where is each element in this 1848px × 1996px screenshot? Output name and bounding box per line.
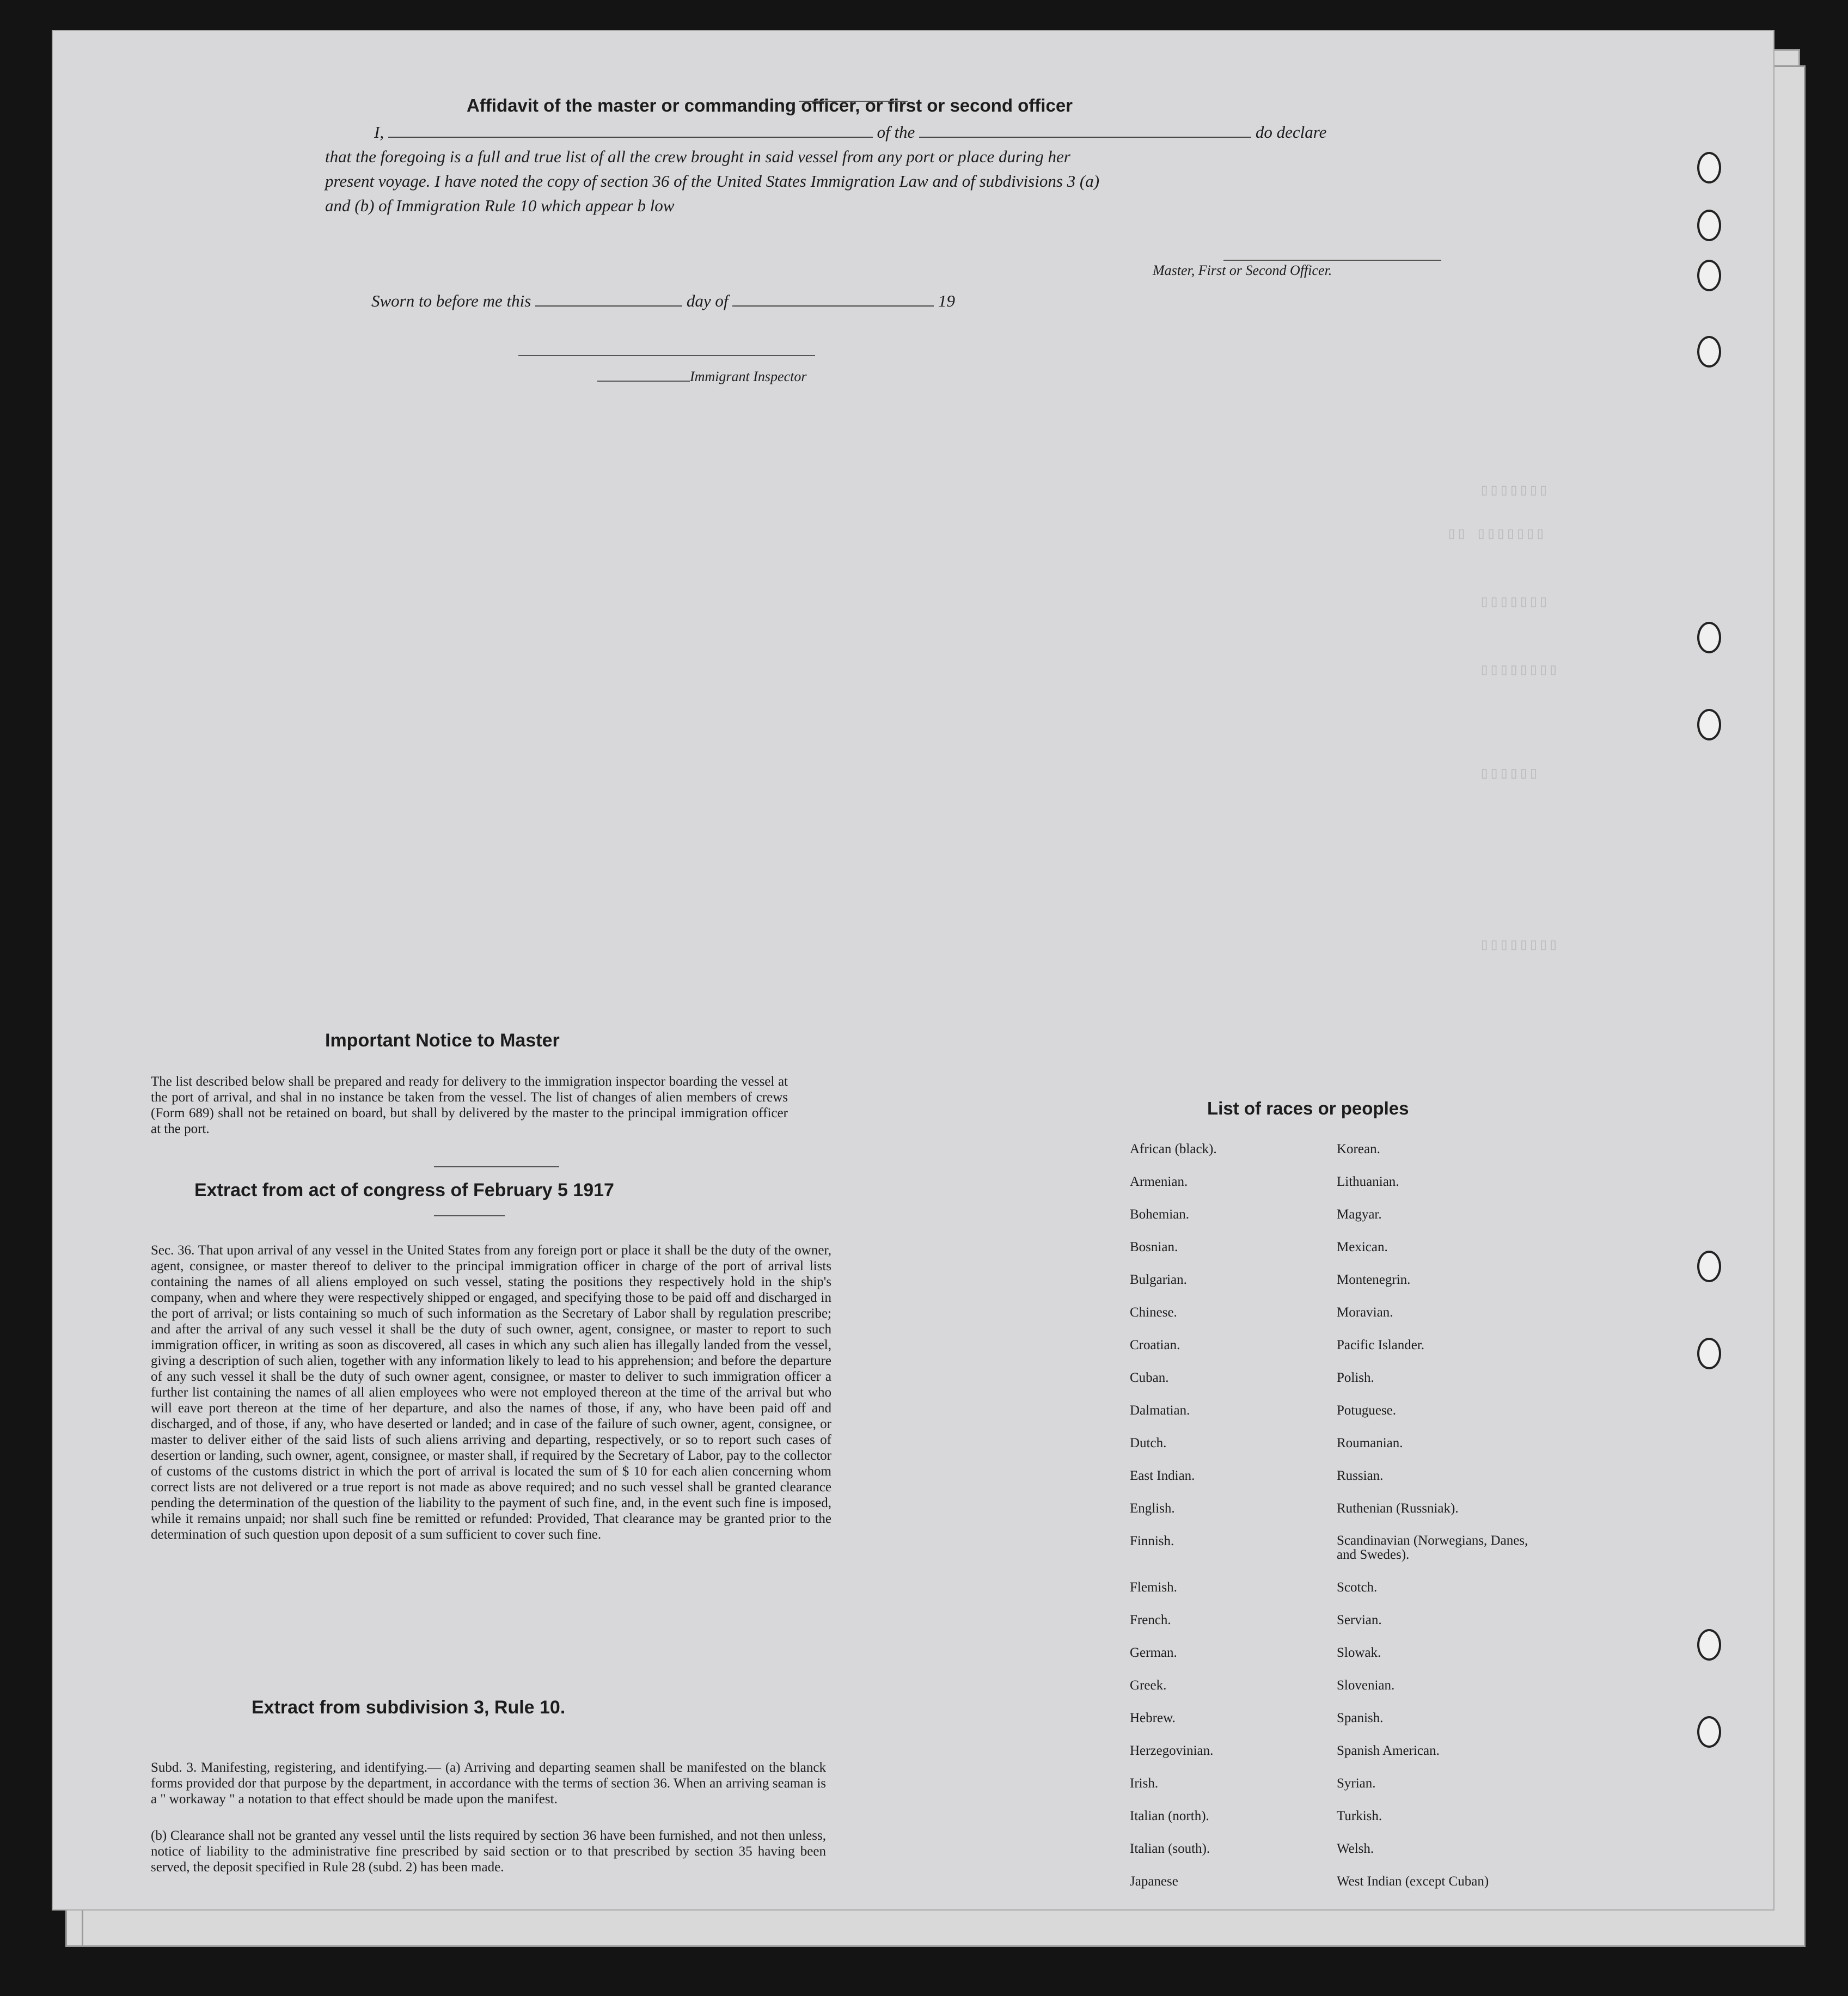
race-item: Polish.	[1337, 1370, 1374, 1385]
inspector-label: Immigrant Inspector	[690, 369, 807, 384]
signature-line[interactable]	[1223, 260, 1441, 261]
race-item: Greek.	[1130, 1678, 1167, 1693]
binder-hole	[1697, 210, 1721, 241]
race-item: Roumanian.	[1337, 1436, 1403, 1450]
binder-hole	[1697, 1338, 1721, 1369]
binder-hole	[1697, 152, 1721, 183]
race-item: Bulgarian.	[1130, 1272, 1187, 1287]
inspector-line-short	[597, 381, 690, 382]
race-item: Magyar.	[1337, 1207, 1382, 1222]
race-item: Flemish.	[1130, 1580, 1177, 1595]
race-item: Turkish.	[1337, 1809, 1382, 1823]
declarant-name-field[interactable]	[388, 137, 873, 138]
document-page	[52, 30, 1774, 1911]
race-item: Moravian.	[1337, 1305, 1393, 1320]
race-item: English.	[1130, 1501, 1175, 1516]
race-item: West Indian (except Cuban)	[1337, 1874, 1489, 1889]
race-item: Cuban.	[1130, 1370, 1169, 1385]
race-item: Spanish.	[1337, 1711, 1384, 1725]
title-underline	[799, 101, 908, 102]
race-item: Croatian.	[1130, 1338, 1180, 1352]
bleed-through: ▯▯▯▯▯▯▯	[1479, 593, 1549, 612]
signature-label: Master, First or Second Officer.	[1153, 262, 1332, 278]
race-item: Syrian.	[1337, 1776, 1376, 1791]
sworn-day-field[interactable]	[535, 305, 682, 307]
bleed-through: ▯▯▯▯▯▯▯	[1479, 482, 1549, 500]
race-item: Slovenian.	[1337, 1678, 1395, 1693]
race-item: Irish.	[1130, 1776, 1159, 1791]
race-item: Potuguese.	[1337, 1403, 1397, 1418]
binder-hole	[1697, 1251, 1721, 1282]
binder-hole	[1697, 622, 1721, 653]
race-item: Dutch.	[1130, 1436, 1167, 1450]
bleed-through: ▯▯▯▯▯▯	[1479, 765, 1539, 783]
vessel-label: of the	[877, 123, 915, 142]
race-item: Finnish.	[1130, 1534, 1174, 1548]
race-item: Herzegovinian.	[1130, 1743, 1214, 1758]
race-item: French.	[1130, 1613, 1171, 1627]
affidavit-body-line: and (b) of Immigration Rule 10 which appear b low	[325, 196, 675, 215]
race-item: Montenegrin.	[1337, 1272, 1411, 1287]
sworn-line	[371, 291, 955, 311]
bleed-through: ▯▯▯▯▯▯▯▯	[1479, 662, 1558, 680]
race-item: Welsh.	[1337, 1841, 1374, 1856]
sworn-label: Sworn to before me this	[371, 291, 531, 310]
race-item: Bohemian.	[1130, 1207, 1190, 1222]
affidavit-body-line: that the foregoing is a full and true list of all the crew brought in said vessel from any port or place during her	[325, 147, 1070, 166]
race-item: Scandinavian (Norwegians, Danes, and Swedes).	[1337, 1533, 1528, 1562]
inspector-signature-line[interactable]	[518, 355, 815, 356]
act-extract-title: Extract from act of congress of February 5 1917	[194, 1180, 614, 1201]
affidavit-body-line: present voyage. I have noted the copy of section 36 of the United States Immigration Law and of subdivisions 3 (a)	[325, 172, 1100, 191]
binder-hole	[1697, 336, 1721, 368]
notice-title: Important Notice to Master	[325, 1030, 560, 1051]
race-item: African (black).	[1130, 1142, 1217, 1156]
binder-hole	[1697, 260, 1721, 291]
vessel-name-field[interactable]	[919, 137, 1251, 138]
race-item: Japanese	[1130, 1874, 1178, 1889]
declare-label: do declare	[1255, 123, 1327, 142]
race-item: Lithuanian.	[1337, 1174, 1399, 1189]
race-item: Ruthenian (Russniak).	[1337, 1501, 1459, 1516]
race-item: Slowak.	[1337, 1645, 1381, 1660]
bleed-through: ▯▯▯▯▯▯▯▯	[1479, 936, 1558, 955]
rule-extract-text-a: Subd. 3. Manifesting, registering, and identifying.— (a) Arriving and departing seamen shall be manifested on the blanck forms provided dor that purpose by the department, in accordance with the terms of section 36. When an arriving seaman is a " workaway " a notation to that effect should be made upon the manifest.	[151, 1760, 826, 1807]
race-item: Korean.	[1337, 1142, 1380, 1156]
year-label: 19	[938, 291, 955, 310]
race-item: Hebrew.	[1130, 1711, 1176, 1725]
bleed-through: ▯▯ ▯▯▯▯▯▯▯	[1447, 525, 1545, 544]
race-item: Bosnian.	[1130, 1240, 1178, 1254]
rule-extract-title: Extract from subdivision 3, Rule 10.	[252, 1697, 566, 1718]
binder-hole	[1697, 1629, 1721, 1661]
race-item: Servian.	[1337, 1613, 1382, 1627]
race-item: Dalmatian.	[1130, 1403, 1190, 1418]
binder-hole	[1697, 1716, 1721, 1748]
race-item: Armenian.	[1130, 1174, 1188, 1189]
divider	[434, 1166, 559, 1167]
binder-hole	[1697, 709, 1721, 740]
affidavit-declaration-line	[374, 123, 1326, 142]
race-item: East Indian.	[1130, 1468, 1195, 1483]
divider	[434, 1215, 505, 1216]
races-title: List of races or peoples	[1207, 1098, 1409, 1118]
race-item: Mexican.	[1337, 1240, 1388, 1254]
affidavit-title: Affidavit of the master or commanding officer, or first or second officer	[467, 95, 1073, 115]
race-item: Russian.	[1337, 1468, 1384, 1483]
rule-extract-text-b: (b) Clearance shall not be granted any vessel until the lists required by section 36 have been furnished, and not then unless, notice of liability to the administrative fine prescribed by said section or to that prescribed by section 35 having been served, the deposit specified in Rule 28 (subd. 2) has been made.	[151, 1828, 826, 1875]
race-item: German.	[1130, 1645, 1177, 1660]
declarant-label: I,	[374, 123, 384, 142]
race-item: Italian (north).	[1130, 1809, 1209, 1823]
day-of-label: day of	[686, 291, 729, 310]
act-extract-text: Sec. 36. That upon arrival of any vessel in the United States from any foreign port or place it shall be the duty of the owner, agent, consignee, or master thereof to deliver to the principal immigration officer in charge of the port of arrival lists containing the names of all aliens employed on such vessel, stating the positions they respectively hold in the ship's company, when and where they were respectively shipped or engaged, and specifying those to be paid off and discharged in the port of arrival; or lists containing so much of such information as the Secretary of Labor shall by regulation prescribe; and after the arrival of any such vessel it shall be the duty of such owner, agent, consignee, or master to report to such immigration officer, in writing as soon as discovered, all cases in which any such alien has illegally landed from the vessel, giving a description of such alien, together with any information likely to lead to his apprehension; and before the departure of any such vessel it shall be the duty of such owner agent, consignee, or master to deliver to such immigration officer a further list containing the names of all alien employees who were not employed thereon at the time of the arrival but who will eave port thereon at the time of her departure, and also the names of those, if any, who have been paid off and discharged, and of those, if any, who have deserted or landed; and in case of the failure of such owner, agent, consignee, or master to deliver either of the said lists of such aliens arriving and departing, respectively, or so to report such cases of desertion or landing, such owner, agent, consignee, or master shall, if required by the Secretary of Labor, pay to the collector of customs of the customs district in which the port of arrival is located the sum of $ 10 for each alien concerning whom correct lists are not delivered or a true report is not made as above required; and no such vessel shall be granted clearance pending the determination of the question of the liability to the payment of such fine, and, in the event such fine is imposed, while it remains unpaid; nor shall such fine be remitted or refunded: Provided, That clearance may be granted prior to the determination of such question upon deposit of a sum sufficient to cover such fine.	[151, 1243, 831, 1542]
race-item: Italian (south).	[1130, 1841, 1210, 1856]
race-item: Chinese.	[1130, 1305, 1177, 1320]
race-item: Pacific Islander.	[1337, 1338, 1425, 1352]
race-item: Scotch.	[1337, 1580, 1378, 1595]
race-item: Spanish American.	[1337, 1743, 1440, 1758]
notice-text: The list described below shall be prepared and ready for delivery to the immigration inspector boarding the vessel at the port of arrival, and shal in no instance be taken from the vessel. The list of changes of alien members of crews (Form 689) shall not be retained on board, but shall by delivered by the master to the principal immigration officer at the port.	[151, 1074, 788, 1136]
sworn-month-field[interactable]	[732, 305, 934, 307]
